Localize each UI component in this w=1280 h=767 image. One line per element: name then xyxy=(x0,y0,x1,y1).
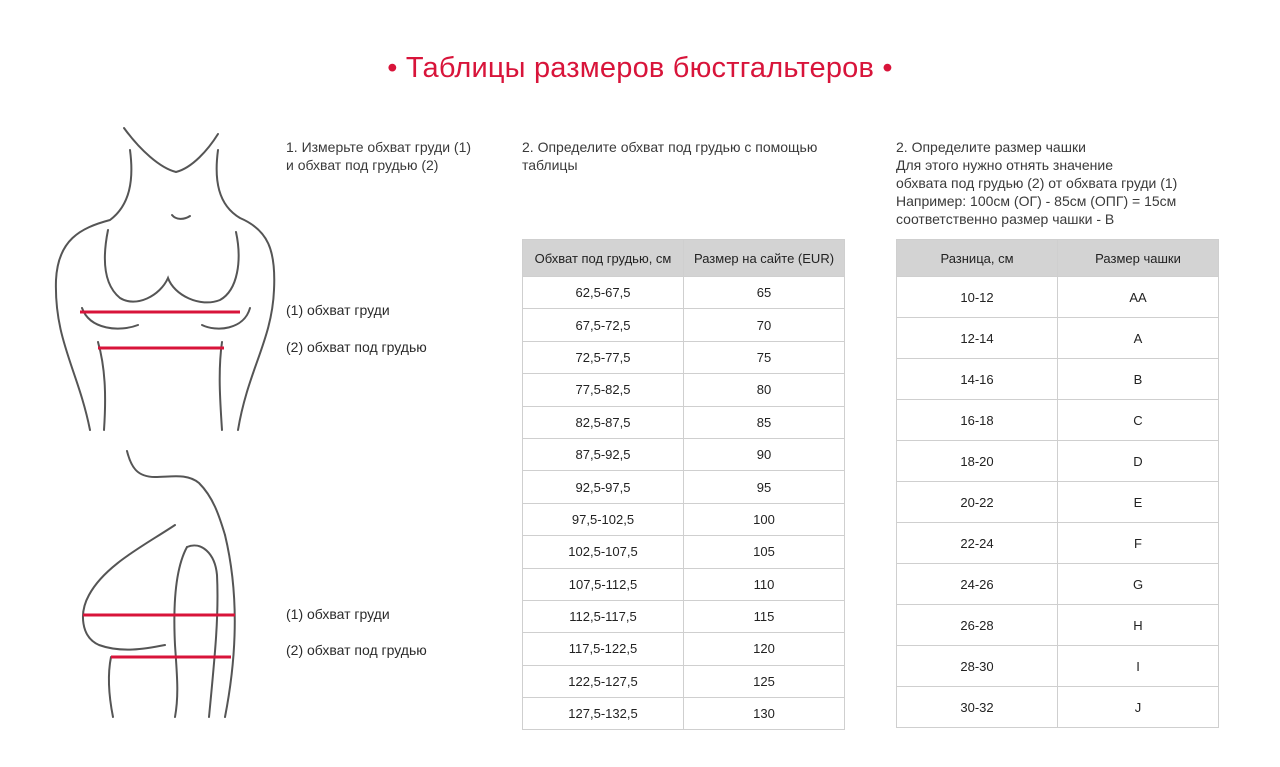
table-cell: 130 xyxy=(684,698,845,730)
band-size-table xyxy=(522,239,845,730)
table-header-row xyxy=(897,240,1219,277)
table-row xyxy=(897,605,1219,646)
table-cell: 10-12 xyxy=(897,277,1058,318)
table-cell: 107,5-112,5 xyxy=(523,568,684,600)
table-cell: 14-16 xyxy=(897,359,1058,400)
column-header: Разница, см xyxy=(897,240,1058,277)
table-cell: G xyxy=(1058,564,1219,605)
table-row xyxy=(897,318,1219,359)
step1-line: 1. Измерьте обхват груди (1) xyxy=(286,139,472,155)
table-cell: 77,5-82,5 xyxy=(523,374,684,406)
table-cell: J xyxy=(1058,687,1219,728)
table-row xyxy=(523,471,845,503)
table-cell: 72,5-77,5 xyxy=(523,341,684,373)
front-underbust-label: (2) обхват под грудью xyxy=(286,339,427,355)
step1-instructions xyxy=(286,138,471,174)
table-cell: 110 xyxy=(684,568,845,600)
table-cell: 16-18 xyxy=(897,400,1058,441)
table-row xyxy=(523,568,845,600)
table-cell: 125 xyxy=(684,665,845,697)
table-cell: 112,5-117,5 xyxy=(523,600,684,632)
table-row xyxy=(523,600,845,632)
table-cell: 28-30 xyxy=(897,646,1058,687)
table-cell: 87,5-92,5 xyxy=(523,438,684,470)
table-cell: 90 xyxy=(684,438,845,470)
table-cell: 117,5-122,5 xyxy=(523,633,684,665)
step3-line: 2. Определите размер чашки xyxy=(896,139,1086,155)
table-cell: 26-28 xyxy=(897,605,1058,646)
side-underbust-label: (2) обхват под грудью xyxy=(286,642,427,658)
table-row xyxy=(897,482,1219,523)
table-cell: 24-26 xyxy=(897,564,1058,605)
table-row xyxy=(523,406,845,438)
table-cell: 22-24 xyxy=(897,523,1058,564)
table-cell: 30-32 xyxy=(897,687,1058,728)
column-header: Размер чашки xyxy=(1058,240,1219,277)
table-cell: I xyxy=(1058,646,1219,687)
table-cell: 12-14 xyxy=(897,318,1058,359)
table-row xyxy=(897,564,1219,605)
table-cell: 67,5-72,5 xyxy=(523,309,684,341)
table-row xyxy=(523,438,845,470)
step3-instructions xyxy=(896,138,1177,228)
step1-line: и обхват под грудью (2) xyxy=(286,157,439,173)
table-cell: F xyxy=(1058,523,1219,564)
table-cell: E xyxy=(1058,482,1219,523)
table-cell: 20-22 xyxy=(897,482,1058,523)
table-row xyxy=(523,277,845,309)
front-bust-label: (1) обхват груди xyxy=(286,302,390,318)
table-row xyxy=(523,503,845,535)
table-cell: 97,5-102,5 xyxy=(523,503,684,535)
table-row xyxy=(523,633,845,665)
table-cell: 85 xyxy=(684,406,845,438)
table-cell: 18-20 xyxy=(897,441,1058,482)
table-row xyxy=(523,341,845,373)
step2-line: таблицы xyxy=(522,157,578,173)
table-row xyxy=(897,687,1219,728)
table-cell: 80 xyxy=(684,374,845,406)
table-cell: AA xyxy=(1058,277,1219,318)
table-cell: 122,5-127,5 xyxy=(523,665,684,697)
table-cell: C xyxy=(1058,400,1219,441)
table-cell: 95 xyxy=(684,471,845,503)
table-header-row xyxy=(523,240,845,277)
side-bust-label: (1) обхват груди xyxy=(286,606,390,622)
table-cell: 105 xyxy=(684,536,845,568)
table-cell: D xyxy=(1058,441,1219,482)
table-cell: 100 xyxy=(684,503,845,535)
table-cell: 120 xyxy=(684,633,845,665)
table-row xyxy=(523,536,845,568)
table-row xyxy=(523,665,845,697)
table-row xyxy=(897,523,1219,564)
step2-instructions xyxy=(522,138,817,174)
table-cell: B xyxy=(1058,359,1219,400)
table-cell: 65 xyxy=(684,277,845,309)
page-title: • Таблицы размеров бюстгальтеров • xyxy=(387,52,893,84)
step3-line: Для этого нужно отнять значение xyxy=(896,157,1113,173)
table-cell: 115 xyxy=(684,600,845,632)
step3-line: обхвата под грудью (2) от обхвата груди (1) xyxy=(896,175,1178,191)
table-cell: 92,5-97,5 xyxy=(523,471,684,503)
side-torso-illustration xyxy=(75,445,245,720)
table-row xyxy=(897,441,1219,482)
table-cell: 127,5-132,5 xyxy=(523,698,684,730)
table-row xyxy=(897,646,1219,687)
step3-line: соответственно размер чашки - B xyxy=(896,211,1115,227)
table-row xyxy=(523,309,845,341)
table-cell: 62,5-67,5 xyxy=(523,277,684,309)
table-row xyxy=(523,698,845,730)
step3-line: Например: 100см (ОГ) - 85см (ОПГ) = 15см xyxy=(896,193,1177,209)
table-cell: 70 xyxy=(684,309,845,341)
table-row xyxy=(897,277,1219,318)
column-header: Обхват под грудью, см xyxy=(523,240,684,277)
cup-size-table xyxy=(896,239,1219,728)
table-cell: H xyxy=(1058,605,1219,646)
table-row xyxy=(897,359,1219,400)
step2-line: 2. Определите обхват под грудью с помощью xyxy=(522,139,818,155)
table-cell: 82,5-87,5 xyxy=(523,406,684,438)
column-header: Размер на сайте (EUR) xyxy=(684,240,845,277)
table-cell: A xyxy=(1058,318,1219,359)
table-row xyxy=(897,400,1219,441)
table-row xyxy=(523,374,845,406)
table-cell: 75 xyxy=(684,341,845,373)
table-cell: 102,5-107,5 xyxy=(523,536,684,568)
front-torso-illustration xyxy=(50,120,280,435)
